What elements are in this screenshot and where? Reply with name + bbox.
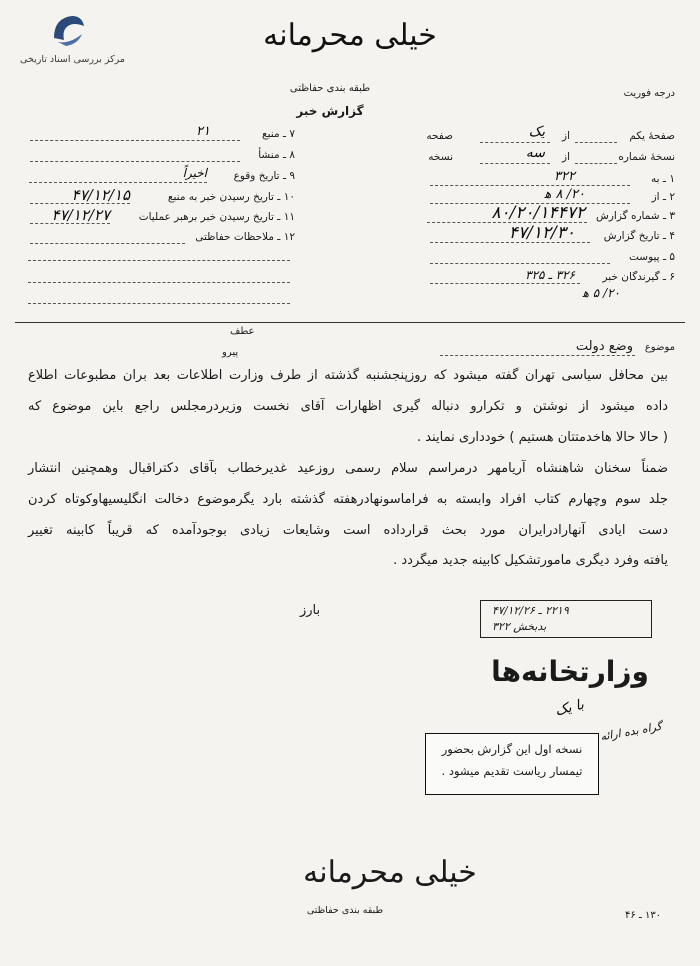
field-value: ۴۷/۱۲/۲۷: [51, 206, 110, 224]
note-line-2: تیمسار ریاست تقدیم میشود .: [441, 764, 583, 778]
field-label: موضوع: [644, 342, 675, 353]
body-line-6: دست ایادی آنهارادرایران مورد بحث قرارداده است وشایعات زیادی بوجودآمده که قریباً کابینه تغییر: [28, 523, 668, 538]
note-line-1: نسخه اول این گزارش بحضور: [441, 742, 583, 756]
body-line-3: ( حالا حالا هاخدمتتان هستیم ) خودداری نمایند .: [417, 430, 668, 445]
signature: بارز: [300, 603, 321, 618]
field-value: اخیراً: [182, 166, 207, 180]
security-notes-field: [25, 231, 295, 247]
field-value: یک: [528, 124, 545, 140]
source-receipt-date-field: [25, 186, 295, 207]
handwritten-note: با یک: [553, 696, 586, 720]
operations-receipt-date-field: [25, 206, 295, 227]
source-field: [25, 124, 295, 144]
field-label: ۳ ـ شماره گزارش: [596, 210, 675, 222]
field-label: ۲ ـ از: [651, 191, 675, 203]
recipients-field: [425, 268, 675, 287]
stamp-department: بدبخش ۳۲۲: [492, 620, 547, 633]
field-label: ۱۰ ـ تاریخ رسیدن خبر به منبع: [167, 191, 295, 203]
body-line-4: ضمناً سخنان شاهنشاه آریامهر درمراسم سلام رسمی روزعید غدیرخطاب بآقای دکتراقبال وهمچنین انتشار: [28, 461, 668, 476]
classification-label: طبقه بندی حفاظتی: [289, 83, 371, 94]
field-unit: نسخه: [428, 151, 453, 163]
field-label: ۹ ـ تاریخ وقوع: [233, 170, 295, 182]
field-value: ۴۷/۱۲/۱۵: [71, 186, 130, 204]
field-value: ۸۰/۲۰/۱۴۴۷۲: [491, 203, 585, 223]
section-divider: [15, 322, 685, 323]
stamp-number: ۲۲۱۹ ـ ۴۷/۱۲/۲۶: [492, 604, 569, 617]
archive-logo-icon: [48, 10, 88, 50]
field-label: ۱ ـ به: [651, 173, 675, 185]
field-label: ۶ ـ گیرندگان خبر: [602, 271, 675, 283]
field-value: سه: [525, 145, 545, 161]
body-line-5: جلد سوم وچهارم کتاب افراد وابسته به فراماسونهادرهفته گذشته بارد یگرموضوع دخالت انگلیسیهاوکوتاه کردن: [28, 492, 668, 507]
report-date-field: [425, 223, 675, 246]
footer-classification-label: طبقه بندی حفاظتی: [306, 905, 384, 916]
body-line-1: بین محافل سیاسی تهران گفته میشود که روزپنجشنبه گذشته از طرف وزارت اطلاعات بعد بران مطبوعات اطلاع: [28, 368, 668, 383]
urgency-label: درجه فوریت: [623, 88, 675, 99]
field-connector: از: [562, 151, 570, 163]
field-label: ۸ ـ منشأ: [258, 149, 295, 161]
blank-line: [28, 260, 290, 261]
field-label: ۱۲ ـ ملاحظات حفاظتی: [195, 231, 295, 243]
body-line-2: داده میشود از نوشتن و تکرارو دنباله گیری اظهارات آقای نخست وزیردرمجلس راجع باین موضوع که: [28, 399, 668, 414]
occurrence-date-field: [25, 166, 295, 186]
origin-field: [25, 149, 295, 165]
page-title: خیلی محرمانه: [263, 18, 437, 53]
archive-logo: [10, 10, 130, 70]
field-value: ۲۰/ ۸ ه‍: [544, 187, 585, 202]
field-label: صفحهٔ یکم: [629, 130, 675, 142]
field-label: ۷ ـ منبع: [262, 128, 295, 140]
field-label: ۴ ـ تاریخ گزارش: [603, 230, 675, 242]
copy-number-field: [425, 145, 675, 167]
field-value: ۳۲۶ ـ ۳۲۵: [525, 268, 575, 282]
report-title: گزارش خبر: [296, 104, 364, 118]
blank-line: [28, 282, 290, 283]
page-number-field: [425, 124, 675, 146]
subject-value: وضع دولت: [575, 339, 633, 354]
reference-label: عطف: [230, 326, 255, 337]
following-label: پیرو: [222, 347, 239, 358]
field-label: ۱۱ ـ تاریخ رسیدن خبر برهبر عملیات: [138, 211, 295, 223]
field-label: نسخهٔ شماره: [618, 151, 675, 163]
field-connector: از: [562, 130, 570, 142]
field-value: ۲۱: [196, 124, 210, 139]
handwritten-note: گراه بده ارائه: [599, 719, 663, 744]
field-label: ۵ ـ پیوست: [628, 251, 675, 263]
archive-name: مرکز بررسی اسناد تاریخی: [20, 54, 125, 65]
field-unit: صفحه: [426, 130, 453, 142]
ministry-stamp: وزارتخانه‌ها: [491, 655, 649, 688]
field-value: ۴۷/۱۲/۳۰: [508, 223, 575, 243]
field-value: ۳۲۲: [554, 169, 575, 184]
body-line-7: یافته وفرد دیگری مامورتشکیل کابینه جدید میگردد .: [393, 553, 668, 568]
blank-line: [28, 303, 290, 304]
subject-field: [435, 339, 675, 358]
page-code: ۱۳۰ ـ ۴۶: [625, 910, 662, 921]
extra-value: ۲۰/ ۵ ه‍: [582, 286, 620, 300]
distribution-note-box: [425, 733, 599, 795]
attachment-field: [425, 251, 675, 267]
footer-title: خیلی محرمانه: [303, 855, 477, 890]
